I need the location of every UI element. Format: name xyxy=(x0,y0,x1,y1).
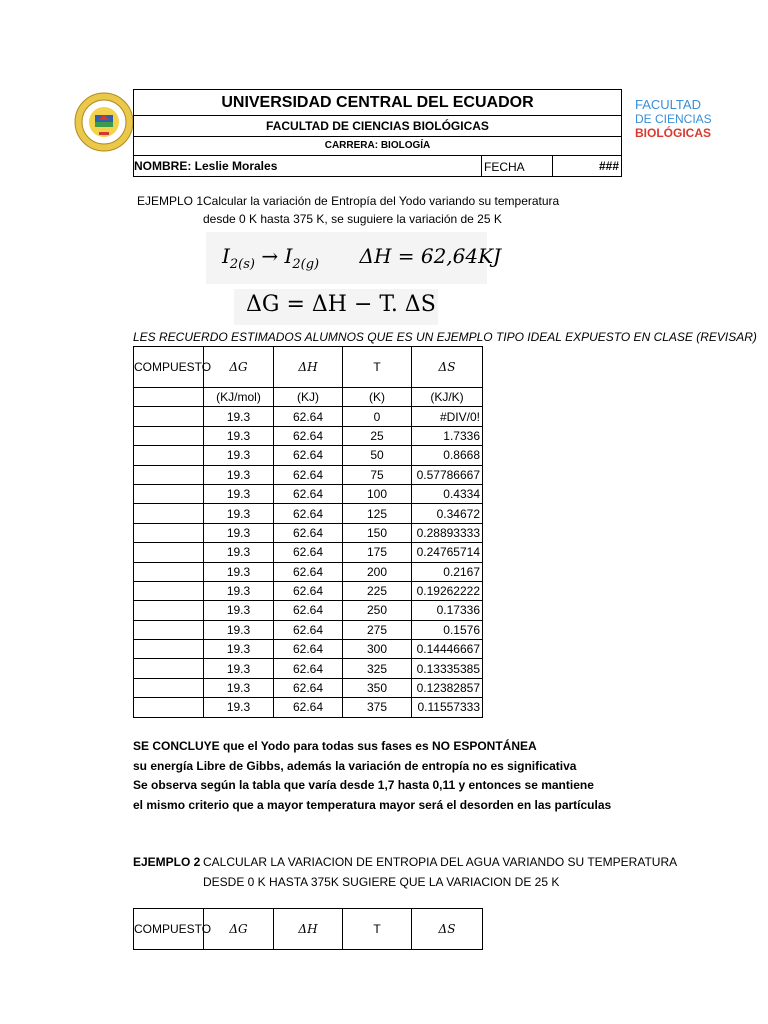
table2-delta-s-header: ΔS xyxy=(412,909,483,950)
compound-cell xyxy=(134,426,204,445)
table-row xyxy=(134,562,483,581)
compound-cell xyxy=(134,659,204,678)
temperature-unit: (K) xyxy=(343,388,412,407)
table-row xyxy=(134,640,483,659)
table-row xyxy=(134,620,483,639)
conclusion-line4: el mismo criterio que a mayor temperatura mayor será el desorden en las partículas xyxy=(133,797,612,812)
compound-cell xyxy=(134,446,204,465)
compound-header: COMPUESTO xyxy=(134,347,204,388)
compound-cell xyxy=(134,601,204,620)
university-seal-logo xyxy=(74,92,134,152)
delta-g-cell: 19.3 xyxy=(204,659,274,678)
example2-line1: CALCULAR LA VARIACION DE ENTROPIA DEL AGUA VARIANDO SU TEMPERATURA xyxy=(203,855,678,869)
example1-line1: Calcular la variación de Entropía del Yodo variando su temperatura xyxy=(203,194,560,208)
delta-s-cell: 0.1576 xyxy=(412,620,483,639)
faculty-title: FACULTAD DE CIENCIAS BIOLÓGICAS xyxy=(134,116,621,137)
career-title: CARRERA: BIOLOGÍA xyxy=(134,137,621,156)
faculty-logo xyxy=(635,97,712,140)
delta-g-cell: 19.3 xyxy=(204,640,274,659)
temperature-cell: 150 xyxy=(343,523,412,542)
delta-s-cell: 0.34672 xyxy=(412,504,483,523)
compound-cell xyxy=(134,698,204,717)
temperature-cell: 25 xyxy=(343,426,412,445)
faculty-logo-line2: DE CIENCIAS xyxy=(635,112,712,126)
delta-h-cell: 62.64 xyxy=(274,407,343,426)
temperature-cell: 275 xyxy=(343,620,412,639)
delta-g-cell: 19.3 xyxy=(204,678,274,697)
table-row xyxy=(134,523,483,542)
table2-temperature-header: T xyxy=(343,909,412,950)
delta-h-cell: 62.64 xyxy=(274,678,343,697)
temperature-cell: 0 xyxy=(343,407,412,426)
delta-s-header: ΔS xyxy=(412,347,483,388)
conclusion-block xyxy=(133,737,611,815)
table-header-row xyxy=(134,347,483,388)
delta-g-cell: 19.3 xyxy=(204,465,274,484)
compound-cell xyxy=(134,640,204,659)
table-row xyxy=(134,446,483,465)
table-row xyxy=(134,504,483,523)
name-row xyxy=(134,156,621,176)
entropy-table-water xyxy=(133,908,483,950)
delta-g-cell: 19.3 xyxy=(204,562,274,581)
table-row xyxy=(134,465,483,484)
table-row xyxy=(134,543,483,562)
temperature-cell: 125 xyxy=(343,504,412,523)
delta-s-cell: 0.8668 xyxy=(412,446,483,465)
table-row xyxy=(134,659,483,678)
delta-h-cell: 62.64 xyxy=(274,620,343,639)
table2-compound-header: COMPUESTO xyxy=(134,909,204,950)
university-title: UNIVERSIDAD CENTRAL DEL ECUADOR xyxy=(134,90,621,116)
example1-label: EJEMPLO 1 xyxy=(137,194,204,208)
delta-g-cell: 19.3 xyxy=(204,698,274,717)
temperature-cell: 350 xyxy=(343,678,412,697)
table-units-row xyxy=(134,388,483,407)
temperature-cell: 50 xyxy=(343,446,412,465)
temperature-cell: 175 xyxy=(343,543,412,562)
delta-h-cell: 62.64 xyxy=(274,562,343,581)
delta-h-cell: 62.64 xyxy=(274,523,343,542)
faculty-logo-line1: FACULTAD xyxy=(635,97,701,112)
delta-s-cell: 0.57786667 xyxy=(412,465,483,484)
compound-cell xyxy=(134,484,204,503)
delta-h-cell: 62.64 xyxy=(274,601,343,620)
compound-unit-cell xyxy=(134,388,204,407)
delta-h-cell: 62.64 xyxy=(274,698,343,717)
compound-cell xyxy=(134,465,204,484)
compound-cell xyxy=(134,407,204,426)
table-row xyxy=(134,581,483,600)
delta-g-cell: 19.3 xyxy=(204,407,274,426)
teacher-note: LES RECUERDO ESTIMADOS ALUMNOS QUE ES UN EJEMPLO TIPO IDEAL EXPUESTO EN CLASE (REVISAR) xyxy=(133,330,757,344)
table-row xyxy=(134,407,483,426)
delta-h-cell: 62.64 xyxy=(274,465,343,484)
student-name: NOMBRE: Leslie Morales xyxy=(134,159,278,173)
delta-g-cell: 19.3 xyxy=(204,581,274,600)
temperature-cell: 75 xyxy=(343,465,412,484)
reaction-rhs: I xyxy=(284,244,293,268)
delta-h-unit: (KJ) xyxy=(274,388,343,407)
compound-cell xyxy=(134,523,204,542)
date-label: FECHA xyxy=(481,156,553,176)
conclusion-line1: SE CONCLUYE que el Yodo para todas sus fases es NO ESPONTÁNEA xyxy=(133,739,537,753)
example2-label: EJEMPLO 2 xyxy=(133,855,201,869)
reaction-lhs: I xyxy=(222,244,230,268)
compound-cell xyxy=(134,562,204,581)
faculty-logo-line3: BIOLÓGICAS xyxy=(635,126,712,140)
temperature-cell: 375 xyxy=(343,698,412,717)
table2-header-row xyxy=(134,909,483,950)
example1-line2: desde 0 K hasta 375 K, se suguiere la variación de 25 K xyxy=(203,212,502,226)
delta-h-cell: 62.64 xyxy=(274,426,343,445)
delta-g-cell: 19.3 xyxy=(204,523,274,542)
temperature-cell: 200 xyxy=(343,562,412,581)
delta-h-cell: 62.64 xyxy=(274,543,343,562)
delta-s-cell: 1.7336 xyxy=(412,426,483,445)
delta-g-cell: 19.3 xyxy=(204,426,274,445)
delta-s-cell: 0.17336 xyxy=(412,601,483,620)
example2-text xyxy=(203,852,677,892)
temperature-cell: 250 xyxy=(343,601,412,620)
delta-h-cell: 62.64 xyxy=(274,640,343,659)
table-row xyxy=(134,426,483,445)
delta-s-cell: 0.14446667 xyxy=(412,640,483,659)
delta-h-cell: 62.64 xyxy=(274,484,343,503)
delta-h-cell: 62.64 xyxy=(274,659,343,678)
temperature-cell: 225 xyxy=(343,581,412,600)
delta-s-cell: 0.13335385 xyxy=(412,659,483,678)
reaction-lhs-sub: 2(s) xyxy=(229,257,255,272)
delta-g-header: ΔG xyxy=(204,347,274,388)
conclusion-line2: su energía Libre de Gibbs, además la variación de entropía no es significativa xyxy=(133,758,577,773)
temperature-cell: 325 xyxy=(343,659,412,678)
date-value: ### xyxy=(598,159,619,173)
compound-cell xyxy=(134,620,204,639)
table-row xyxy=(134,601,483,620)
table2-delta-g-header: ΔG xyxy=(204,909,274,950)
delta-g-cell: 19.3 xyxy=(204,484,274,503)
delta-s-cell: 0.24765714 xyxy=(412,543,483,562)
compound-cell xyxy=(134,581,204,600)
delta-g-unit: (KJ/mol) xyxy=(204,388,274,407)
compound-cell xyxy=(134,504,204,523)
table2-delta-h-header: ΔH xyxy=(274,909,343,950)
delta-h-cell: 62.64 xyxy=(274,581,343,600)
delta-s-cell: 0.19262222 xyxy=(412,581,483,600)
delta-g-cell: 19.3 xyxy=(204,446,274,465)
delta-g-cell: 19.3 xyxy=(204,504,274,523)
conclusion-line3: Se observa según la tabla que varía desde 1,7 hasta 0,11 y entonces se mantiene xyxy=(133,778,594,793)
delta-g-cell: 19.3 xyxy=(204,601,274,620)
reaction-arrow: → xyxy=(261,244,279,268)
compound-cell xyxy=(134,678,204,697)
temperature-header: T xyxy=(343,347,412,388)
example2-line2: DESDE 0 K HASTA 375K SUGIERE QUE LA VARIACION DE 25 K xyxy=(203,875,560,889)
table-row xyxy=(134,484,483,503)
delta-s-cell: 0.28893333 xyxy=(412,523,483,542)
table-row xyxy=(134,678,483,697)
entropy-table-iodine xyxy=(133,346,483,718)
delta-s-cell: 0.12382857 xyxy=(412,678,483,697)
delta-g-cell: 19.3 xyxy=(204,543,274,562)
reaction-rhs-sub: 2(g) xyxy=(292,257,320,272)
delta-s-cell: #DIV/0! xyxy=(412,407,483,426)
delta-h-header: ΔH xyxy=(274,347,343,388)
delta-s-cell: 0.11557333 xyxy=(412,698,483,717)
header-box xyxy=(133,89,622,177)
delta-h-cell: 62.64 xyxy=(274,446,343,465)
temperature-cell: 300 xyxy=(343,640,412,659)
table-row xyxy=(134,698,483,717)
delta-s-cell: 0.2167 xyxy=(412,562,483,581)
enthalpy-value: ΔH = 62,64KJ xyxy=(359,244,502,268)
delta-s-unit: (KJ/K) xyxy=(412,388,483,407)
temperature-cell: 100 xyxy=(343,484,412,503)
reaction-formula xyxy=(222,244,502,272)
delta-g-cell: 19.3 xyxy=(204,620,274,639)
compound-cell xyxy=(134,543,204,562)
gibbs-formula: ΔG = ΔH − T. ΔS xyxy=(246,292,436,317)
delta-h-cell: 62.64 xyxy=(274,504,343,523)
delta-s-cell: 0.4334 xyxy=(412,484,483,503)
